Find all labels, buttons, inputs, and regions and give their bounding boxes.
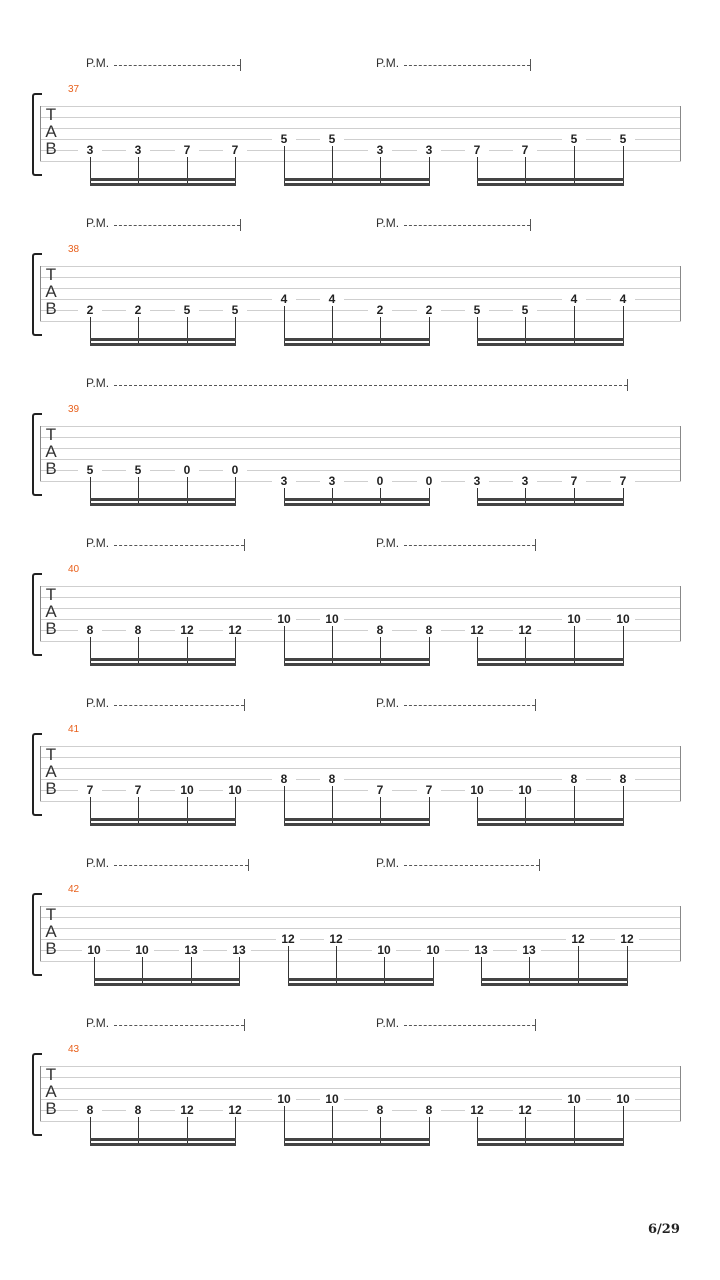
fret-number[interactable]: 3 <box>417 144 441 156</box>
tab-clef-letter: A <box>45 762 57 781</box>
note-stem <box>477 488 478 504</box>
note-beam <box>481 983 628 986</box>
palm-mute-dash-line <box>404 545 535 546</box>
palm-mute-dash-line <box>114 1025 244 1026</box>
fret-number[interactable]: 10 <box>272 613 296 625</box>
string-line <box>40 906 681 907</box>
tab-clef-letter: B <box>45 779 57 798</box>
note-beam <box>284 1143 430 1146</box>
fret-number[interactable]: 8 <box>417 624 441 636</box>
fret-number[interactable]: 12 <box>513 1104 537 1116</box>
note-beam <box>284 498 430 501</box>
fret-number[interactable]: 3 <box>513 475 537 487</box>
fret-number[interactable]: 7 <box>562 475 586 487</box>
note-beam <box>94 983 240 986</box>
fret-number[interactable]: 13 <box>227 944 251 956</box>
string-line <box>40 161 681 162</box>
palm-mute-marking <box>376 536 535 552</box>
palm-mute-end-tick <box>535 699 536 711</box>
fret-number[interactable]: 3 <box>78 144 102 156</box>
palm-mute-label: P.M. <box>86 696 110 710</box>
fret-number[interactable]: 8 <box>126 624 150 636</box>
fret-number[interactable]: 0 <box>368 475 392 487</box>
note-beam <box>477 343 624 346</box>
string-line <box>40 1077 681 1078</box>
fret-number[interactable]: 5 <box>175 304 199 316</box>
string-line <box>40 746 681 747</box>
fret-number[interactable]: 4 <box>272 293 296 305</box>
note-stem <box>380 488 381 504</box>
palm-mute-end-tick <box>535 1019 536 1031</box>
note-beam <box>284 338 430 341</box>
tab-clef-letter: B <box>45 459 57 478</box>
palm-mute-marking <box>376 216 530 232</box>
fret-number[interactable]: 12 <box>465 1104 489 1116</box>
barline-start <box>40 586 41 641</box>
string-line <box>40 321 681 322</box>
palm-mute-label: P.M. <box>86 536 110 550</box>
string-line <box>40 459 681 460</box>
tab-clef-letter: A <box>45 922 57 941</box>
fret-number[interactable]: 5 <box>78 464 102 476</box>
palm-mute-dash-line <box>404 225 530 226</box>
note-beam <box>477 658 624 661</box>
fret-number[interactable]: 2 <box>368 304 392 316</box>
palm-mute-label: P.M. <box>376 216 400 230</box>
string-line <box>40 426 681 427</box>
palm-mute-dash-line <box>114 65 240 66</box>
measure-number: 38 <box>68 244 80 255</box>
string-line <box>40 757 681 758</box>
note-beam <box>477 663 624 666</box>
fret-number[interactable]: 12 <box>223 1104 247 1116</box>
note-beam <box>481 978 628 981</box>
palm-mute-dash-line <box>114 545 244 546</box>
fret-number[interactable]: 7 <box>126 784 150 796</box>
palm-mute-end-tick <box>530 219 531 231</box>
fret-number[interactable]: 10 <box>175 784 199 796</box>
fret-number[interactable]: 12 <box>465 624 489 636</box>
fret-number[interactable]: 5 <box>320 133 344 145</box>
note-beam <box>284 823 430 826</box>
fret-number[interactable]: 8 <box>272 773 296 785</box>
note-beam <box>477 1138 624 1141</box>
string-line <box>40 961 681 962</box>
fret-number[interactable]: 12 <box>324 933 348 945</box>
fret-number[interactable]: 8 <box>78 1104 102 1116</box>
fret-number[interactable]: 0 <box>175 464 199 476</box>
fret-number[interactable]: 5 <box>223 304 247 316</box>
palm-mute-marking <box>376 856 539 872</box>
fret-number[interactable]: 8 <box>320 773 344 785</box>
palm-mute-end-tick <box>240 219 241 231</box>
note-beam <box>284 658 430 661</box>
fret-number[interactable]: 8 <box>126 1104 150 1116</box>
palm-mute-label: P.M. <box>376 696 400 710</box>
fret-number[interactable]: 10 <box>372 944 396 956</box>
note-beam <box>94 978 240 981</box>
tab-clef-letter: T <box>45 585 57 604</box>
note-stem <box>525 488 526 504</box>
fret-number[interactable]: 5 <box>272 133 296 145</box>
note-beam <box>477 823 624 826</box>
fret-number[interactable]: 10 <box>611 1093 635 1105</box>
palm-mute-label: P.M. <box>86 1016 110 1030</box>
fret-number[interactable]: 10 <box>513 784 537 796</box>
fret-number[interactable]: 8 <box>368 1104 392 1116</box>
fret-number[interactable]: 7 <box>513 144 537 156</box>
tab-clef-letter: A <box>45 282 57 301</box>
string-line <box>40 117 681 118</box>
fret-number[interactable]: 10 <box>562 613 586 625</box>
fret-number[interactable]: 10 <box>82 944 106 956</box>
palm-mute-marking <box>376 56 530 72</box>
palm-mute-label: P.M. <box>376 536 400 550</box>
palm-mute-marking <box>86 696 244 712</box>
note-beam <box>90 1138 236 1141</box>
fret-number[interactable]: 8 <box>368 624 392 636</box>
tab-clef-letter: A <box>45 442 57 461</box>
note-beam <box>90 343 236 346</box>
note-stem <box>332 488 333 504</box>
palm-mute-end-tick <box>240 59 241 71</box>
fret-number[interactable]: 8 <box>611 773 635 785</box>
fret-number[interactable]: 12 <box>276 933 300 945</box>
string-line <box>40 641 681 642</box>
note-beam <box>284 178 430 181</box>
fret-number[interactable]: 10 <box>320 1093 344 1105</box>
measure-number: 40 <box>68 564 80 575</box>
string-line <box>40 928 681 929</box>
fret-number[interactable]: 7 <box>223 144 247 156</box>
page-number: 6/29 <box>648 1222 680 1237</box>
barline-start <box>40 746 41 801</box>
fret-number[interactable]: 5 <box>465 304 489 316</box>
tab-clef-letter: T <box>45 425 57 444</box>
note-beam <box>90 823 236 826</box>
fret-number[interactable]: 4 <box>320 293 344 305</box>
fret-number[interactable]: 0 <box>223 464 247 476</box>
string-line <box>40 128 681 129</box>
string-line <box>40 1066 681 1067</box>
string-line <box>40 917 681 918</box>
fret-number[interactable]: 8 <box>562 773 586 785</box>
fret-number[interactable]: 10 <box>465 784 489 796</box>
string-line <box>40 266 681 267</box>
note-beam <box>288 978 434 981</box>
tab-clef-letter: B <box>45 299 57 318</box>
note-beam <box>90 503 236 506</box>
note-beam <box>284 503 430 506</box>
palm-mute-dash-line <box>404 1025 535 1026</box>
palm-mute-dash-line <box>404 865 539 866</box>
fret-number[interactable]: 12 <box>223 624 247 636</box>
barline-end <box>680 746 681 801</box>
fret-number[interactable]: 10 <box>421 944 445 956</box>
fret-number[interactable]: 13 <box>517 944 541 956</box>
tab-clef-letter: A <box>45 122 57 141</box>
palm-mute-dash-line <box>114 225 240 226</box>
barline-end <box>680 266 681 321</box>
string-line <box>40 1088 681 1089</box>
fret-number[interactable]: 7 <box>465 144 489 156</box>
string-line <box>40 768 681 769</box>
string-line <box>40 597 681 598</box>
tab-clef-letter: B <box>45 139 57 158</box>
palm-mute-label: P.M. <box>86 856 110 870</box>
string-line <box>40 801 681 802</box>
palm-mute-marking <box>376 696 535 712</box>
tab-clef-letter: A <box>45 602 57 621</box>
string-line <box>40 586 681 587</box>
palm-mute-end-tick <box>248 859 249 871</box>
string-line <box>40 608 681 609</box>
tab-clef-letter: T <box>45 905 57 924</box>
fret-number[interactable]: 7 <box>175 144 199 156</box>
tab-clef-letter: B <box>45 939 57 958</box>
tab-clef-letter: T <box>45 105 57 124</box>
palm-mute-label: P.M. <box>376 56 400 70</box>
fret-number[interactable]: 12 <box>175 1104 199 1116</box>
fret-number[interactable]: 10 <box>223 784 247 796</box>
palm-mute-dash-line <box>114 705 244 706</box>
note-beam <box>90 338 236 341</box>
palm-mute-dash-line <box>404 705 535 706</box>
note-beam <box>284 183 430 186</box>
string-line <box>40 1121 681 1122</box>
palm-mute-end-tick <box>244 699 245 711</box>
barline-end <box>680 906 681 961</box>
barline-start <box>40 1066 41 1121</box>
note-beam <box>284 818 430 821</box>
note-beam <box>477 178 624 181</box>
string-line <box>40 106 681 107</box>
palm-mute-end-tick <box>627 379 628 391</box>
note-beam <box>90 663 236 666</box>
note-beam <box>477 498 624 501</box>
note-beam <box>477 1143 624 1146</box>
palm-mute-marking <box>86 536 244 552</box>
palm-mute-label: P.M. <box>86 56 110 70</box>
fret-number[interactable]: 12 <box>175 624 199 636</box>
note-stem <box>623 488 624 504</box>
string-line <box>40 448 681 449</box>
string-line <box>40 288 681 289</box>
note-beam <box>90 1143 236 1146</box>
note-beam <box>90 658 236 661</box>
barline-start <box>40 266 41 321</box>
fret-number[interactable]: 2 <box>78 304 102 316</box>
palm-mute-end-tick <box>539 859 540 871</box>
fret-number[interactable]: 12 <box>615 933 639 945</box>
palm-mute-label: P.M. <box>376 856 400 870</box>
fret-number[interactable]: 7 <box>611 475 635 487</box>
fret-number[interactable]: 10 <box>272 1093 296 1105</box>
note-beam <box>90 498 236 501</box>
tab-clef-letter: A <box>45 1082 57 1101</box>
palm-mute-end-tick <box>244 1019 245 1031</box>
palm-mute-end-tick <box>530 59 531 71</box>
measure-number: 37 <box>68 84 80 95</box>
fret-number[interactable]: 8 <box>417 1104 441 1116</box>
fret-number[interactable]: 5 <box>562 133 586 145</box>
fret-number[interactable]: 12 <box>513 624 537 636</box>
measure-number: 39 <box>68 404 80 415</box>
palm-mute-label: P.M. <box>376 1016 400 1030</box>
palm-mute-dash-line <box>114 385 627 386</box>
note-beam <box>90 178 236 181</box>
fret-number[interactable]: 5 <box>513 304 537 316</box>
fret-number[interactable]: 10 <box>130 944 154 956</box>
string-line <box>40 437 681 438</box>
fret-number[interactable]: 7 <box>78 784 102 796</box>
fret-number[interactable]: 10 <box>320 613 344 625</box>
note-beam <box>477 503 624 506</box>
barline-start <box>40 106 41 161</box>
note-beam <box>477 338 624 341</box>
palm-mute-label: P.M. <box>86 216 110 230</box>
barline-end <box>680 106 681 161</box>
fret-number[interactable]: 2 <box>417 304 441 316</box>
fret-number[interactable]: 3 <box>465 475 489 487</box>
palm-mute-label: P.M. <box>86 376 110 390</box>
fret-number[interactable]: 3 <box>320 475 344 487</box>
tab-clef-letter: T <box>45 1065 57 1084</box>
string-line <box>40 277 681 278</box>
tab-clef-letter: T <box>45 745 57 764</box>
fret-number[interactable]: 10 <box>562 1093 586 1105</box>
barline-start <box>40 426 41 481</box>
note-beam <box>90 818 236 821</box>
palm-mute-end-tick <box>535 539 536 551</box>
note-beam <box>90 183 236 186</box>
note-beam <box>284 663 430 666</box>
palm-mute-marking <box>86 56 240 72</box>
note-stem <box>429 488 430 504</box>
fret-number[interactable]: 3 <box>126 144 150 156</box>
palm-mute-marking <box>86 376 627 392</box>
measure-number: 43 <box>68 1044 80 1055</box>
fret-number[interactable]: 12 <box>566 933 590 945</box>
tab-clef-letter: B <box>45 1099 57 1118</box>
tab-clef-letter: T <box>45 265 57 284</box>
palm-mute-dash-line <box>114 865 248 866</box>
palm-mute-dash-line <box>404 65 530 66</box>
fret-number[interactable]: 10 <box>611 613 635 625</box>
note-beam <box>288 983 434 986</box>
palm-mute-marking <box>86 216 240 232</box>
fret-number[interactable]: 4 <box>562 293 586 305</box>
tab-clef-letter: B <box>45 619 57 638</box>
fret-number[interactable]: 8 <box>78 624 102 636</box>
fret-number[interactable]: 2 <box>126 304 150 316</box>
barline-start <box>40 906 41 961</box>
fret-number[interactable]: 7 <box>368 784 392 796</box>
fret-number[interactable]: 13 <box>179 944 203 956</box>
note-beam <box>284 1138 430 1141</box>
note-beam <box>284 343 430 346</box>
note-beam <box>477 818 624 821</box>
barline-end <box>680 426 681 481</box>
palm-mute-marking <box>376 1016 535 1032</box>
barline-end <box>680 1066 681 1121</box>
palm-mute-marking <box>86 856 248 872</box>
measure-number: 42 <box>68 884 80 895</box>
fret-number[interactable]: 5 <box>126 464 150 476</box>
palm-mute-end-tick <box>244 539 245 551</box>
fret-number[interactable]: 5 <box>611 133 635 145</box>
measure-number: 41 <box>68 724 80 735</box>
fret-number[interactable]: 3 <box>272 475 296 487</box>
fret-number[interactable]: 7 <box>417 784 441 796</box>
fret-number[interactable]: 4 <box>611 293 635 305</box>
fret-number[interactable]: 13 <box>469 944 493 956</box>
note-beam <box>477 183 624 186</box>
fret-number[interactable]: 3 <box>368 144 392 156</box>
note-stem <box>574 488 575 504</box>
fret-number[interactable]: 0 <box>417 475 441 487</box>
palm-mute-marking <box>86 1016 244 1032</box>
note-stem <box>284 488 285 504</box>
barline-end <box>680 586 681 641</box>
